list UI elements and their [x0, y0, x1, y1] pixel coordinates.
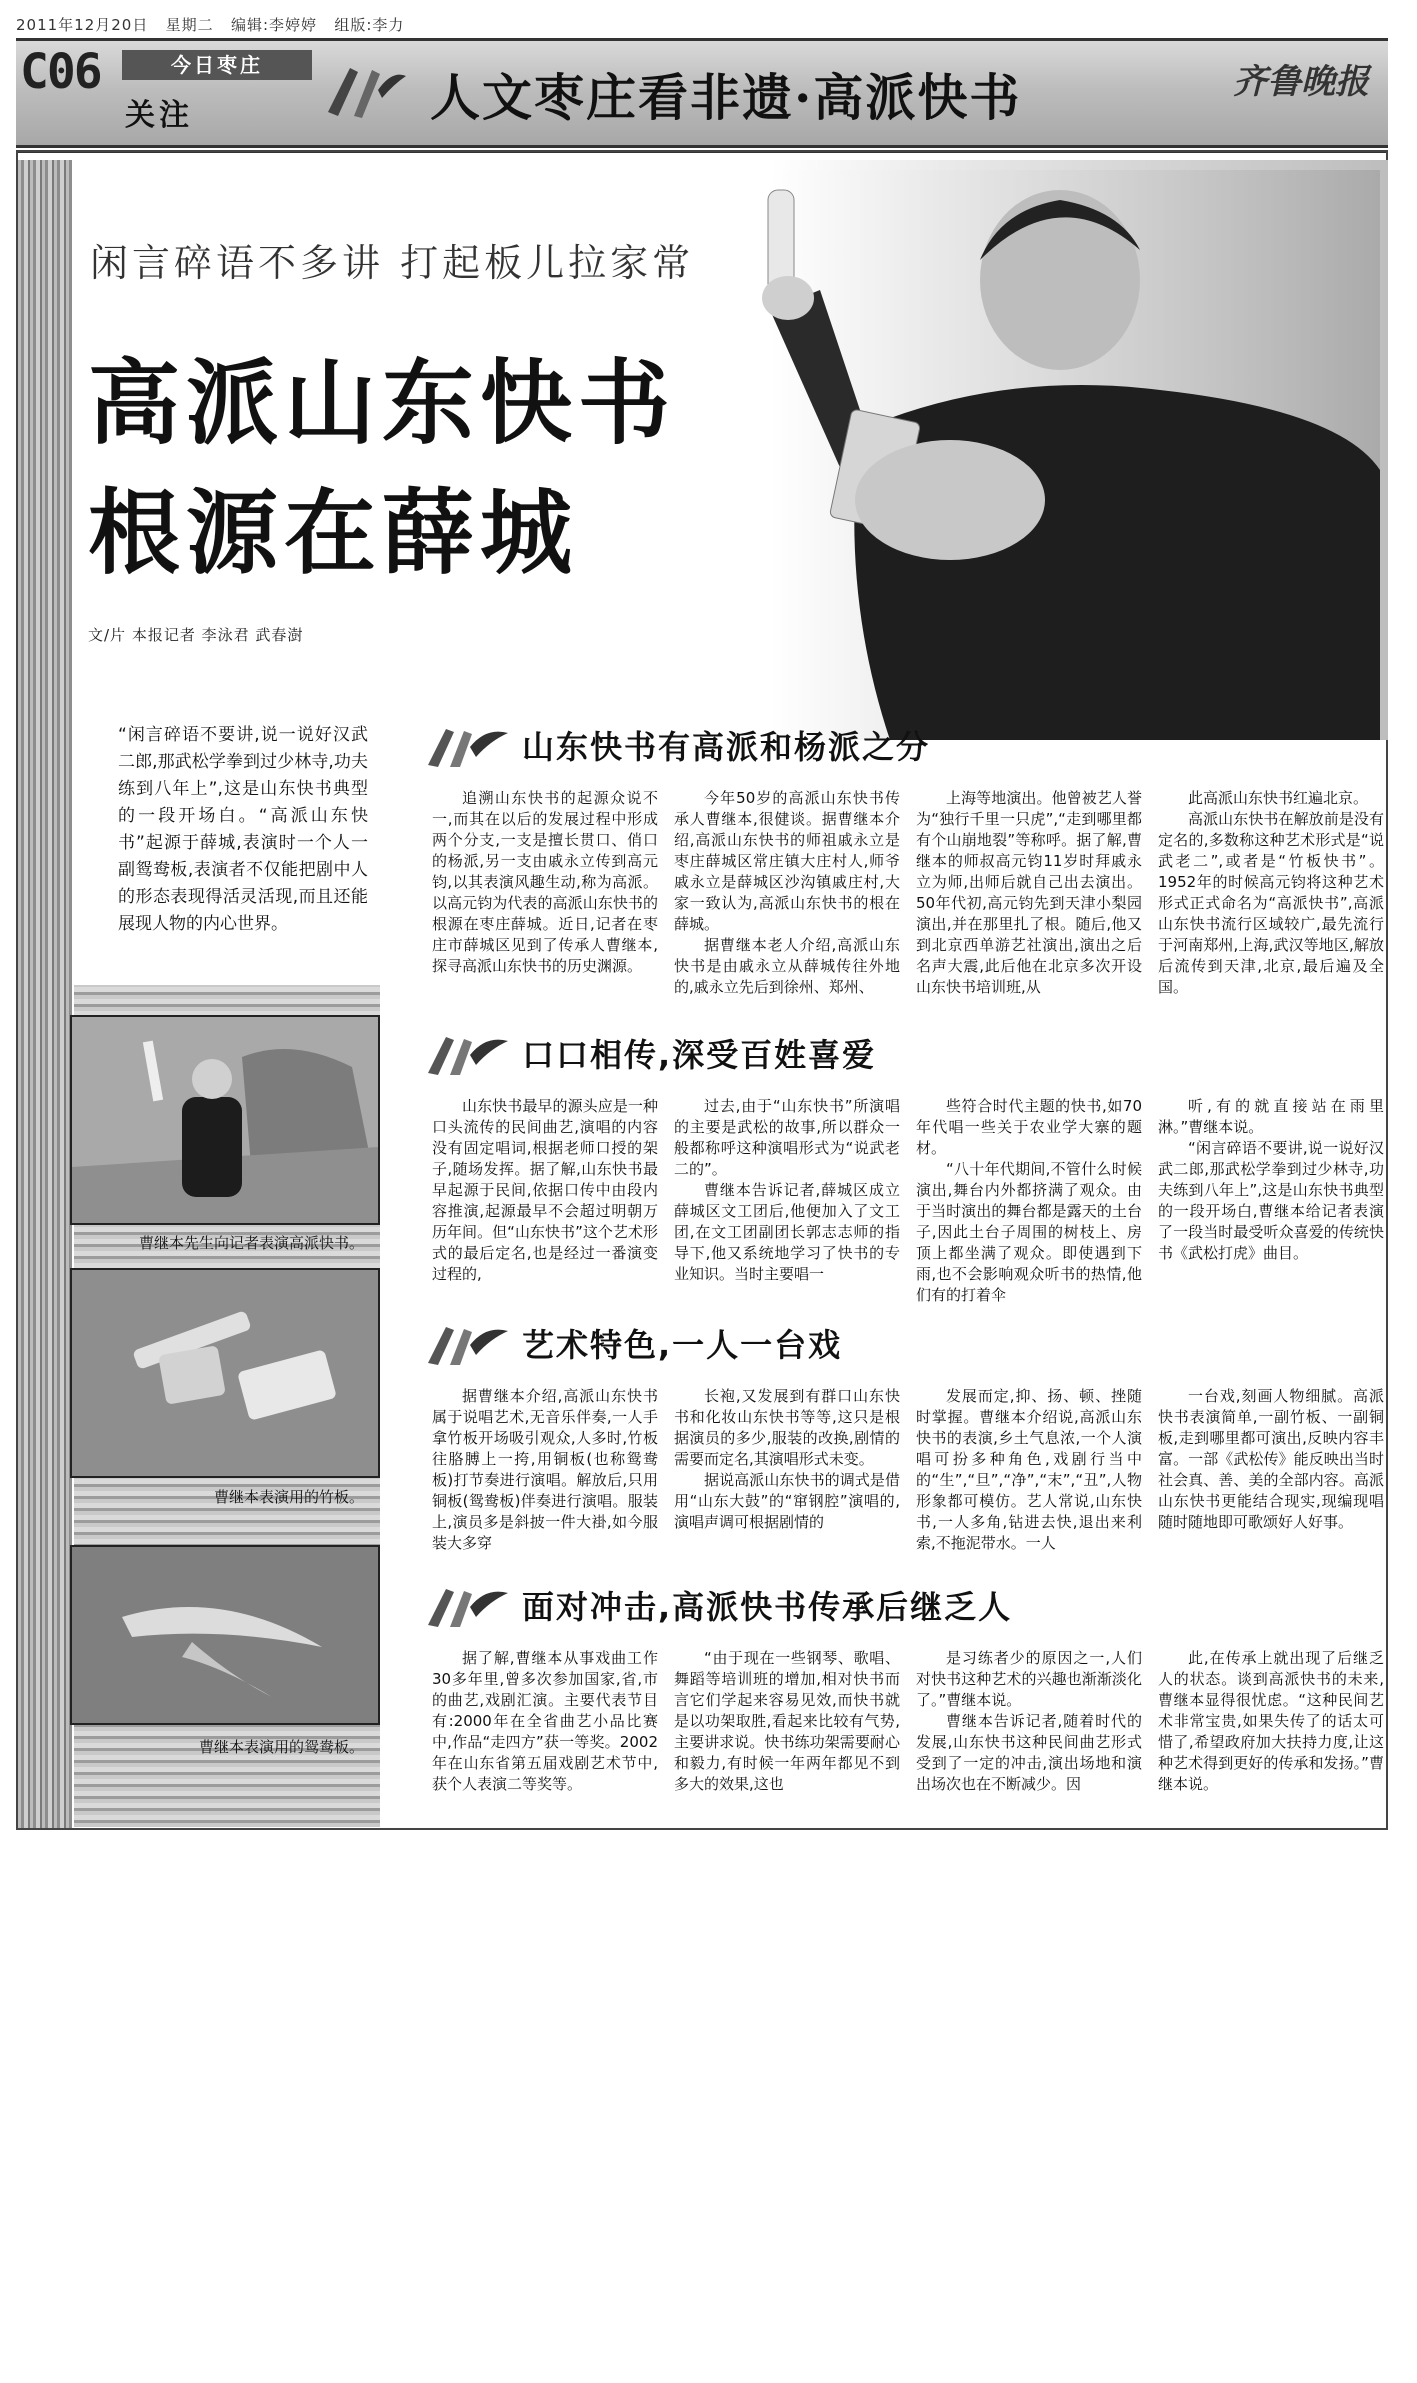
page-meta-line: [16, 14, 404, 35]
paragraph: 高派山东快书在解放前是没有定名的,多数称这种艺术形式是“说武老二”,或者是“竹板快书”。1952年的时候高元钧将这种艺术形式正式命名为“高派快书”,高派山东快书流行区域较广,最先流行于河南郑州,上海,武汉等地区,解放后流传到天津,北京,最后遍及全国。: [1158, 810, 1384, 996]
lead-paragraph: “闲言碎语不要讲,说一说好汉武二郎,那武松学拳到过少林寺,功夫练到八年上”,这是山东快书典型的一段开场白。“高派山东快书”起源于薛城,表演时一个人一副鸳鸯板,表演者不仅能把剧中人的形态表现得活灵活现,而且还能展现人物的内心世界。: [118, 725, 368, 934]
clapper-icon: [424, 1031, 510, 1075]
section-1-col-2: [674, 788, 900, 998]
clapper-icon: [424, 1321, 510, 1365]
section-3-col-3: 发展而定,抑、扬、顿、挫随时掌握。曹继本介绍说,高派山东快书的表演,乡土气息浓,一个人演唱可扮多种角色,戏剧行当中的“生”,“旦”,“净”,“末”,“丑”,人物形象都可模仿。艺人常说,山东快书,一人多角,钻进去快,退出来利索,不拖泥带水。一人: [916, 1387, 1142, 1552]
section-2-col-1: 山东快书最早的源头应是一种口头流传的民间曲艺,演唱的内容没有固定唱词,根据老师口授的架子,随场发挥。据了解,山东快书最早起源于民间,依据口传中由段内容推演,起源最早不会超过明朝万历年间。但“山东快书”这个艺术形式的最后定名,也是经过一番演变过程的,: [432, 1097, 658, 1283]
section-1-col-4: [1158, 788, 1384, 998]
section-heading-2: [424, 1028, 876, 1078]
paragraph: 曹继本告诉记者,薛城区成立薛城区文工团后,他便加入了文工团,在文工团副团长郭志志师的指导下,他又系统地学习了快书的专业知识。当时主要唱一: [674, 1181, 900, 1283]
banner-title: 人文枣庄看非遗·高派快书: [430, 68, 1022, 127]
section-label-top: 今日枣庄: [122, 50, 312, 80]
layout-credit: 组版:李力: [334, 16, 405, 34]
article-byline: 文/片 本报记者 李泳君 武春澍: [88, 626, 304, 644]
section-4-col-2: “由于现在一些钢琴、歌唱、舞蹈等培训班的增加,相对快书而言它们学起来容易见效,而快书就是以功架取胜,看起来比较有气势,主要讲求说。快书练功架需要耐心和毅力,有时候一年两年都见不到多大的效果,这也: [674, 1649, 900, 1793]
newspaper-masthead: 齐鲁晚报: [1233, 62, 1369, 102]
headline-line-2: 根源在薛城: [88, 480, 579, 587]
section-body-3: [432, 1386, 1384, 1554]
photo-mandarin-duck-clappers: [70, 1545, 380, 1725]
paragraph: 曹继本告诉记者,随着时代的发展,山东快书这种民间曲艺形式受到了一定的冲击,演出场地和演出场次也在不断减少。因: [916, 1712, 1142, 1793]
section-body-4: [432, 1648, 1384, 1795]
issue-weekday: 星期二: [165, 16, 214, 34]
section-1-col-1: 追溯山东快书的起源众说不一,而其在以后的发展过程中形成两个分支,一支是擅长贯口、俏口的杨派,另一支由戚永立传到高元钧,以其表演风趣生动,称为高派。以高元钧为代表的高派山东快书的根源在枣庄薛城。近日,记者在枣庄市薛城区见到了传承人曹继本,探寻高派山东快书的历史渊源。: [432, 789, 658, 975]
paragraph: 今年50岁的高派山东快书传承人曹继本,很健谈。据曹继本介绍,高派山东快书的师祖戚永立是枣庄薛城区常庄镇大庄村人,师爷戚永立是薛城区沙沟镇戚庄村,大家一致认为,高派山东快书的根在薛城。: [674, 789, 900, 933]
performer-portrait: [740, 170, 1380, 740]
photo-bamboo-clappers: [70, 1268, 380, 1478]
paragraph: 过去,由于“山东快书”所演唱的主要是武松的故事,所以群众一般都称呼这种演唱形式为“说武老二的”。: [674, 1097, 900, 1178]
section-3-col-1: 据曹继本介绍,高派山东快书属于说唱艺术,无音乐伴奏,一人手拿竹板开场吸引观众,人多时,竹板往胳膊上一挎,用铜板(也称鸳鸯板)打节奏进行演唱。解放后,只用铜板(鸳鸯板)伴奏进行演唱。服装上,演员多是斜披一件大褂,如今服装大多穿: [432, 1387, 658, 1552]
hero-kicker: 闲言碎语不多讲 打起板儿拉家常: [90, 241, 695, 285]
paragraph: 是习练者少的原因之一,人们对快书这种艺术的兴趣也渐渐淡化了。”曹继本说。: [916, 1649, 1142, 1709]
section-heading-3: [424, 1318, 842, 1368]
photo-caption-bamboo: 曹继本表演用的竹板。: [213, 1488, 364, 1506]
section-3-col-4: 一台戏,刻画人物细腻。高派快书表演简单,一副竹板、一副铜板,走到哪里都可演出,反映内容丰富。一部《武松传》能反映出当时社会真、善、美的全部内容。高派山东快书更能结合现实,现编现唱随时随地即可歌颂好人好事。: [1158, 1387, 1384, 1531]
section-title-4: 面对冲击,高派快书传承后继乏人: [522, 1588, 1013, 1626]
section-body-1: [432, 788, 1384, 998]
section-4-col-4: 此,在传承上就出现了后继乏人的状态。谈到高派快书的未来,曹继本显得很忧虑。“这种民间艺术非常宝贵,如果失传了的话太可惜了,希望政府加大扶持力度,让这种艺术得到更好的传承和发扬。”曹继本说。: [1158, 1649, 1384, 1793]
section-heading-1: [424, 720, 930, 770]
paragraph: 据曹继本老人介绍,高派山东快书是由戚永立从薛城传往外地的,戚永立先后到徐州、郑州、: [674, 936, 900, 996]
clapper-icon: [424, 723, 510, 767]
section-2-col-2: [674, 1096, 900, 1306]
section-title-1: 山东快书有高派和杨派之分: [522, 728, 931, 766]
photo-performer: [70, 1015, 380, 1225]
editor-credit: 编辑:李婷婷: [231, 16, 318, 34]
section-label-main: 关注: [125, 98, 193, 133]
section-2-col-3: [916, 1096, 1142, 1306]
section-4-col-1: 据了解,曹继本从事戏曲工作30多年里,曾多次参加国家,省,市的曲艺,戏剧汇演。主要代表节目有:2000年在全省曲艺小品比赛中,作品“走四方”获一等奖。2002年在山东省第五届戏剧艺术节中,获个人表演二等奖等。: [432, 1649, 658, 1793]
section-title-3: 艺术特色,一人一台戏: [522, 1326, 843, 1364]
section-3-col-2: [674, 1386, 900, 1554]
section-4-col-3: [916, 1648, 1142, 1795]
section-title-2: 口口相传,深受百姓喜爱: [522, 1036, 877, 1074]
paragraph: 此高派山东快书红遍北京。: [1188, 789, 1369, 807]
castanets-icon: [320, 60, 410, 120]
clapper-icon: [424, 1583, 510, 1627]
section-2-col-4: [1158, 1096, 1384, 1306]
paragraph: 长袍,又发展到有群口山东快书和化妆山东快书等等,这只是根据演员的多少,服装的改换,剧情的需要而定名,其演唱形式未变。: [674, 1387, 900, 1468]
section-heading-4: [424, 1580, 1012, 1630]
paragraph: 些符合时代主题的快书,如70年代唱一些关于农业学大寨的题材。: [916, 1097, 1142, 1157]
wood-texture-left: [18, 160, 72, 1828]
section-body-2: [432, 1096, 1384, 1306]
photo-caption-duck-clappers: 曹继本表演用的鸳鸯板。: [198, 1738, 364, 1756]
paragraph: “闲言碎语不要讲,说一说好汉武二郎,那武松学拳到过少林寺,功夫练到八年上”,这是山东快书典型的一段开场白,曹继本给记者表演了一段当时最受听众喜爱的传统快书《武松打虎》曲目。: [1158, 1139, 1384, 1262]
section-1-col-3: 上海等地演出。他曾被艺人誉为“独行千里一只虎”,“走到哪里都有个山崩地裂”等称呼。据了解,曹继本的师叔高元钧11岁时拜戚永立为师,出师后就自己出去演出。50年代初,高元钧先到天津小梨园演出,并在那里扎了根。随后,他又到北京西单游艺社演出,演出之后名声大震,此后他在北京多次开设山东快书培训班,从: [916, 789, 1142, 996]
page-number: C06: [20, 44, 101, 100]
paragraph: “八十年代期间,不管什么时候演出,舞台内外都挤满了观众。由于当时演出的舞台都是露天的土台子,因此土台子周围的树枝上、房顶上都坐满了观众。即使遇到下雨,也不会影响观众听书的热情,他们有的打着伞: [916, 1160, 1142, 1304]
headline-line-1: 高派山东快书: [88, 350, 677, 457]
paragraph: 据说高派山东快书的调式是借用“山东大鼓”的“窜钢腔”演唱的,演唱声调可根据剧情的: [674, 1471, 900, 1531]
photo-caption-performer: 曹继本先生向记者表演高派快书。: [138, 1234, 364, 1252]
paragraph: 听,有的就直接站在雨里淋。”曹继本说。: [1158, 1097, 1384, 1136]
issue-date: 2011年12月20日: [16, 16, 149, 34]
